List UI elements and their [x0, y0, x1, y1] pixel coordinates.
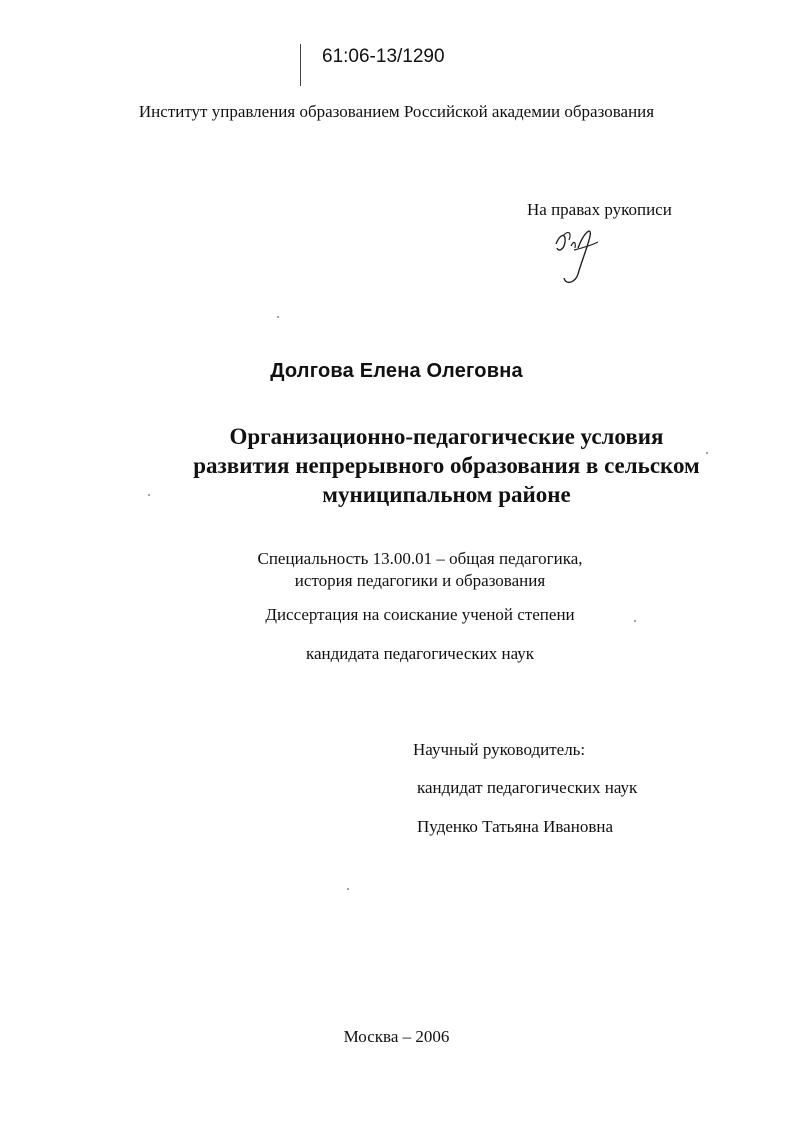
institute-name: Институт управления образованием Российской академии образования	[138, 102, 655, 121]
supervisor-label: Научный руководитель:	[413, 740, 586, 759]
thesis-degree-line: Диссертация на соискание ученой степени	[265, 605, 575, 624]
supervisor-name: Пуденко Татьяна Ивановна	[417, 817, 613, 836]
thesis-degree-line: кандидата педагогических наук	[305, 644, 535, 663]
title-line: Организационно-педагогические условия	[229, 424, 664, 449]
city-year-footer: Москва – 2006	[343, 1027, 450, 1046]
supervisor-degree: кандидат педагогических наук	[417, 778, 638, 797]
title-line: муниципальном районе	[322, 482, 571, 507]
scan-speck	[277, 316, 279, 318]
author-name: Долгова Елена Олеговна	[270, 360, 523, 382]
scan-speck	[148, 494, 150, 496]
specialty-line: Специальность 13.00.01 – общая педагогика,	[257, 549, 583, 568]
scan-speck	[634, 620, 636, 622]
archive-number: 61:06-13/1290	[322, 46, 445, 67]
specialty-line: история педагогики и образования	[294, 571, 546, 590]
title-line: развития непрерывного образования в сельском	[193, 453, 700, 478]
specialty-block	[190, 548, 650, 592]
archive-margin-line	[300, 44, 305, 86]
dissertation-title	[150, 422, 743, 509]
rights-notice: На правах рукописи	[527, 200, 672, 219]
scan-speck	[706, 452, 708, 454]
scan-speck	[347, 888, 349, 890]
handwritten-signature-icon	[552, 222, 604, 288]
